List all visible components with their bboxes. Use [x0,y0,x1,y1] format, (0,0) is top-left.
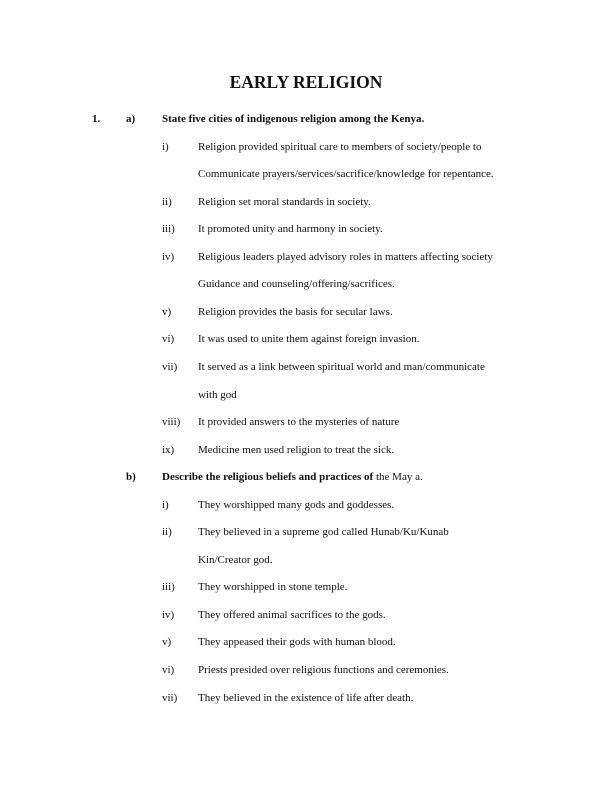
answer-numeral: iii) [162,581,175,594]
answer-text: Communicate prayers/services/sacrifice/knowledge for repentance. [198,168,494,181]
part-label: a) [126,113,136,125]
answer-numeral: i) [162,140,169,153]
answer-text: Kin/Creator god. [198,553,273,566]
answer-numeral: v) [162,636,172,649]
question-bold: State five cities of indigenous religion among the Kenya. [162,113,425,125]
answer-text: They worshipped in stone temple. [198,581,348,594]
answer-numeral: v) [162,305,172,318]
answer-numeral: vi) [162,664,175,676]
answer-numeral: iv) [162,608,175,621]
answer-numeral: vii) [162,691,178,704]
question-normal: the May a. [373,471,423,484]
answer-text: It served as a link between spiritual world and man/communicate [198,360,485,373]
answer-numeral: vii) [162,360,178,373]
answer-text: They offered animal sacrifices to the gods. [198,608,386,621]
answer-text: They believed in the existence of life after death. [198,691,414,704]
answer-text: Religion provided spiritual care to members of society/people to [198,140,482,153]
answer-text: Religion provides the basis for secular laws. [198,305,393,318]
answer-numeral: viii) [162,416,181,429]
part-label: b) [126,471,136,484]
answer-text: Religion set moral standards in society. [198,195,371,208]
answer-text: Priests presided over religious functions and ceremonies. [198,664,449,676]
answer-text: They believed in a supreme god called Hunab/Ku/Kunab [198,526,449,539]
answer-text: Guidance and counseling/offering/sacrifices. [198,278,395,291]
question-text [162,112,424,126]
answer-text: Medicine men used religion to treat the sick. [198,443,395,456]
answer-text: They appeased their gods with human blood. [198,636,396,649]
question-text [162,470,423,484]
answer-text: Religious leaders played advisory roles in matters affecting society [198,250,493,263]
page-title: EARLY RELIGION [229,72,383,92]
answer-numeral: ii) [162,526,172,539]
answer-text: It was used to unite them against foreign invasion. [198,333,420,346]
answer-numeral: vi) [162,333,175,346]
answer-text: It provided answers to the mysteries of nature [198,416,400,429]
answer-text: with god [198,388,237,401]
answer-numeral: iii) [162,223,175,236]
answer-numeral: ii) [162,195,172,208]
answer-numeral: i) [162,498,169,511]
question-bold: Describe the religious beliefs and practices of [162,471,374,484]
answer-text: It promoted unity and harmony in society. [198,223,383,236]
answer-numeral: iv) [162,250,175,263]
answer-text: They worshipped many gods and goddesses. [198,498,395,511]
question-number: 1. [92,113,101,125]
answer-numeral: ix) [162,443,175,456]
